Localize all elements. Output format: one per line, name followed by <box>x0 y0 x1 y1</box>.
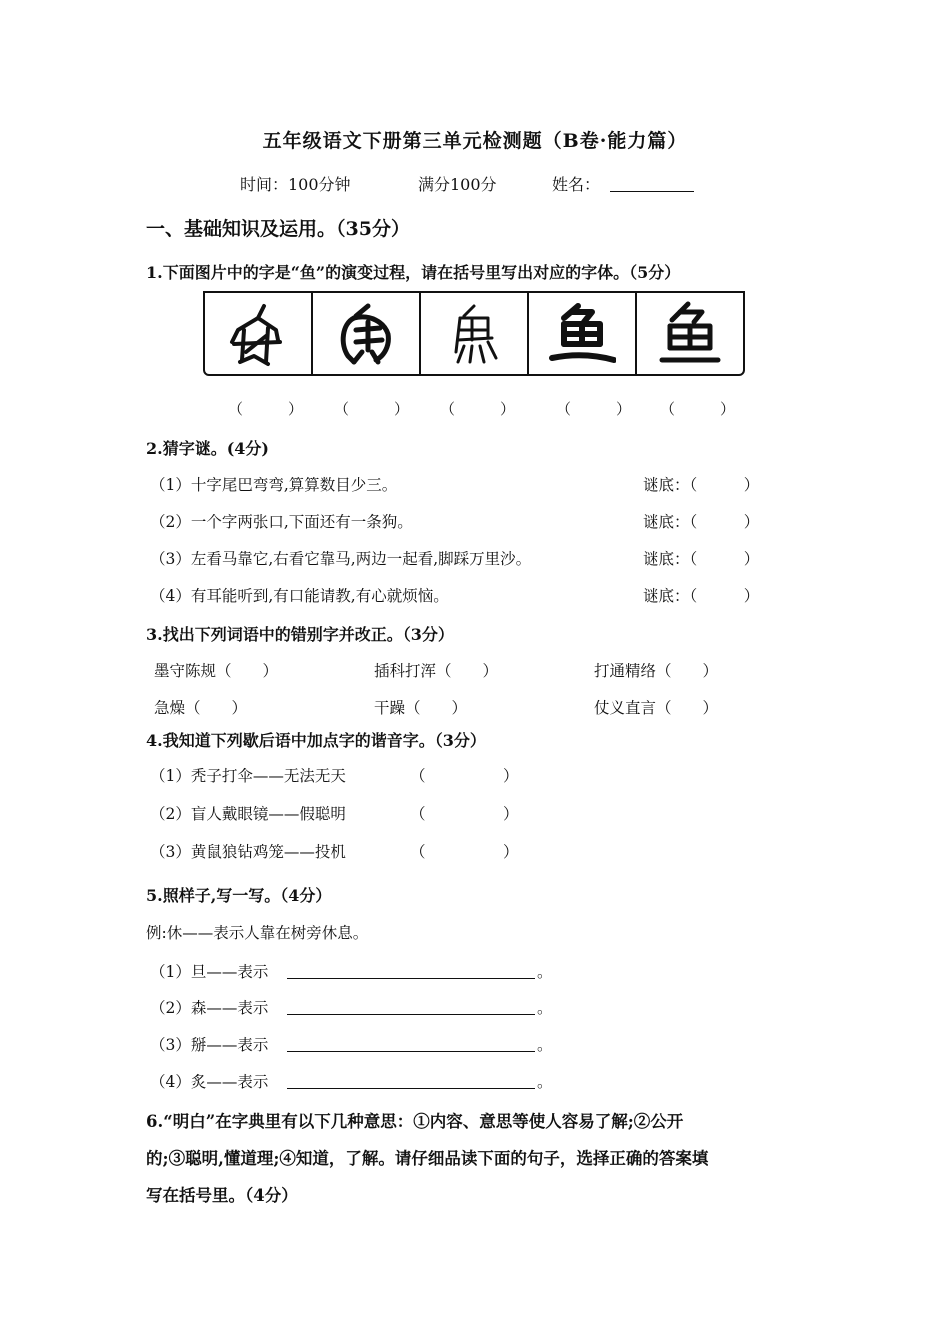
typo-word-4[interactable]: 急燥（ ） <box>154 699 248 717</box>
riddle-answer-3[interactable]: 谜底：（ ） <box>643 550 760 568</box>
typo-word-3[interactable]: 打通精络（ ） <box>594 662 719 680</box>
riddle-answer-1[interactable]: 谜底：（ ） <box>643 476 760 494</box>
xiehouyu-2: （2）盲人戴眼镜——假聪明 <box>150 805 346 823</box>
riddle-4: （4）有耳能听到,有口能请教,有心就烦恼。 <box>150 587 449 605</box>
kaishu-fish-icon <box>656 300 724 368</box>
question-1-title: 1.下面图片中的字是“鱼”的演变过程，请在括号里写出对应的字体。（5分） <box>146 263 681 282</box>
typo-word-6[interactable]: 仗义直言（ ） <box>594 699 719 717</box>
answer-paren-2[interactable]: （ ） <box>334 400 410 418</box>
fill-end-2: 。 <box>537 999 553 1017</box>
fill-item-2: （2）森——表示 <box>150 999 269 1017</box>
question-3-title: 3.找出下列词语中的错别字并改正。（3分） <box>146 625 454 644</box>
riddle-1: （1）十字尾巴弯弯,算算数目少三。 <box>150 476 398 494</box>
question-4-title: 4.我知道下列歇后语中加点字的谐音字。（3分） <box>146 731 486 750</box>
fish-glyph-cell <box>421 293 529 374</box>
typo-word-2[interactable]: 插科打浑（ ） <box>374 662 499 680</box>
answer-paren-4[interactable]: （ ） <box>556 400 632 418</box>
question-6-line-1: 6.“明白”在字典里有以下几种意思：①内容、意思等使人容易了解;②公开 <box>146 1112 684 1131</box>
riddle-answer-2[interactable]: 谜底：（ ） <box>643 513 760 531</box>
riddle-3: （3）左看马靠它,右看它靠马,两边一起看,脚踩万里沙。 <box>150 550 532 568</box>
fill-blank-3[interactable] <box>287 1033 535 1052</box>
xiehouyu-answer-1[interactable]: （ ） <box>410 767 519 785</box>
fill-blank-4[interactable] <box>287 1070 535 1089</box>
fill-end-3: 。 <box>537 1036 553 1054</box>
riddle-answer-4[interactable]: 谜底：（ ） <box>643 587 760 605</box>
fill-end-1: 。 <box>537 963 553 981</box>
time-info: 时间：100分钟 <box>240 175 351 194</box>
question-5-title: 5.照样子,写一写。（4分） <box>146 886 332 905</box>
jiaguwen-fish-icon <box>224 300 292 368</box>
xiehouyu-3: （3）黄鼠狼钻鸡笼——投机 <box>150 843 346 861</box>
fill-end-4: 。 <box>537 1073 553 1091</box>
question-2-title: 2.猜字谜。(4分) <box>146 439 269 458</box>
riddle-2: （2）一个字两张口,下面还有一条狗。 <box>150 513 413 531</box>
fish-glyph-cell <box>313 293 421 374</box>
xiehouyu-answer-2[interactable]: （ ） <box>410 805 519 823</box>
answer-paren-1[interactable]: （ ） <box>228 400 304 418</box>
score-info: 满分100分 <box>418 175 497 194</box>
answer-paren-3[interactable]: （ ） <box>440 400 516 418</box>
xiehouyu-answer-3[interactable]: （ ） <box>410 843 519 861</box>
jinwen-fish-icon <box>332 300 400 368</box>
section-1-heading: 一、基础知识及运用。（35分） <box>146 218 410 240</box>
fish-glyph-cell <box>637 293 743 374</box>
fill-item-4: （4）炙——表示 <box>150 1073 269 1091</box>
page-title: 五年级语文下册第三单元检测题（B卷·能力篇） <box>262 130 688 152</box>
fill-item-3: （3）掰——表示 <box>150 1036 269 1054</box>
fish-glyph-cell <box>529 293 637 374</box>
fill-item-1: （1）旦——表示 <box>150 963 269 981</box>
fill-blank-2[interactable] <box>287 996 535 1015</box>
question-6-line-3: 写在括号里。（4分） <box>146 1186 298 1205</box>
example-line: 例:休——表示人靠在树旁休息。 <box>146 924 369 942</box>
typo-word-5[interactable]: 干躁（ ） <box>374 699 468 717</box>
fish-glyph-cell <box>205 293 313 374</box>
typo-word-1[interactable]: 墨守陈规（ ） <box>154 662 279 680</box>
name-label: 姓名： <box>552 175 601 194</box>
fill-blank-1[interactable] <box>287 960 535 979</box>
name-blank[interactable] <box>610 173 694 192</box>
answer-paren-5[interactable]: （ ） <box>660 400 736 418</box>
fish-evolution-table <box>203 291 745 376</box>
xiaozhuan-fish-icon <box>440 300 508 368</box>
lishu-fish-icon <box>548 300 616 368</box>
question-6-line-2: 的;③聪明,懂道理;④知道，了解。请仔细品读下面的句子，选择正确的答案填 <box>146 1149 709 1168</box>
xiehouyu-1: （1）秃子打伞——无法无天 <box>150 767 346 785</box>
